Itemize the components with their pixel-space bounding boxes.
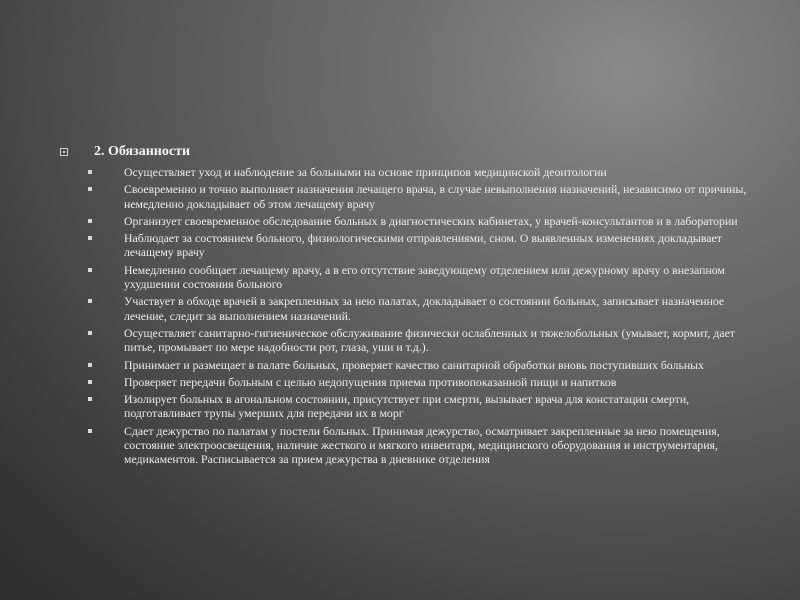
square-bullet-icon bbox=[88, 236, 92, 240]
list-item-text: Участвует в обходе врачей в закрепленных за нею палатах, докладывает о состоянии больных, записывает назначенное лечение, следит за выполнением назначений. bbox=[124, 294, 725, 323]
section-heading: 2. Обязанности bbox=[94, 144, 191, 159]
list-item bbox=[88, 294, 755, 323]
list-item bbox=[88, 165, 755, 179]
list-item-text: Осуществляет санитарно-гигиеническое обслуживание физически ослабленных и тяжелобольных (умывает, кормит, дает питье, промывает по мере надобности рот, глаза, уши и т.д.). bbox=[124, 325, 735, 355]
list-item-text: Изолирует больных в агональном состоянии, присутствует при смерти, вызывает врача для констатации смерти, подготавливает трупы умерших для передачи их в морг bbox=[124, 392, 690, 421]
list-item-text: Сдает дежурство по палатам у постели больных. Принимая дежурство, осматривает закрепленные за нею помещения, состояние электроосвещения, наличие жесткого и мягкого инвентаря, медицинского оборудования и инструментария, медикаментов. Расписывается за прием дежурства в дневнике отделения bbox=[124, 423, 720, 467]
list-item bbox=[88, 263, 755, 292]
duties-list bbox=[60, 165, 755, 467]
square-bullet-icon bbox=[88, 331, 92, 335]
list-item bbox=[88, 392, 755, 421]
list-item bbox=[88, 326, 755, 355]
square-bullet-icon bbox=[88, 299, 92, 303]
list-item bbox=[88, 182, 755, 211]
square-bullet-icon bbox=[88, 219, 92, 223]
square-bullet-icon bbox=[88, 429, 92, 433]
square-bullet-icon bbox=[88, 363, 92, 367]
heading-row bbox=[60, 143, 755, 160]
square-bullet-icon bbox=[88, 268, 92, 272]
list-item bbox=[88, 375, 755, 389]
square-bullet-icon bbox=[88, 187, 92, 191]
list-item-text: Наблюдает за состоянием больного, физиологическими отправлениями, сном. О выявленных изменениях докладывает лечащему врачу bbox=[124, 231, 722, 260]
square-bullet-icon bbox=[88, 170, 92, 174]
list-item-text: Организует своевременное обследование больных в диагностических кабинетах, у врачей-консультантов и в лаборатории bbox=[124, 213, 738, 228]
list-item-text: Немедленно сообщает лечащему врачу, а в его отсутствие заведующему отделением или дежурному врачу о внезапном ухудшении состояния больного bbox=[124, 262, 725, 292]
list-item-text: Проверяет передачи больным с целью недопущения приема противопоказанной пищи и напитков bbox=[124, 374, 617, 389]
list-item-text: Принимает и размещает в палате больных, проверяет качество санитарной обработки вновь поступивших больных bbox=[124, 357, 704, 372]
square-bullet-icon bbox=[60, 148, 68, 156]
square-bullet-icon bbox=[88, 380, 92, 384]
slide-content bbox=[60, 143, 755, 470]
square-bullet-icon bbox=[88, 397, 92, 401]
list-item bbox=[88, 231, 755, 260]
list-item bbox=[88, 424, 755, 467]
list-item-text: Осуществляет уход и наблюдение за больными на основе принципов медицинской деонтологии bbox=[124, 165, 607, 179]
list-item-text: Своевременно и точно выполняет назначения лечащего врача, в случае невыполнения назначений, независимо от причины, немедленно докладывает об этом лечащему врачу bbox=[124, 182, 747, 211]
list-item bbox=[88, 358, 755, 372]
list-item bbox=[88, 214, 755, 228]
